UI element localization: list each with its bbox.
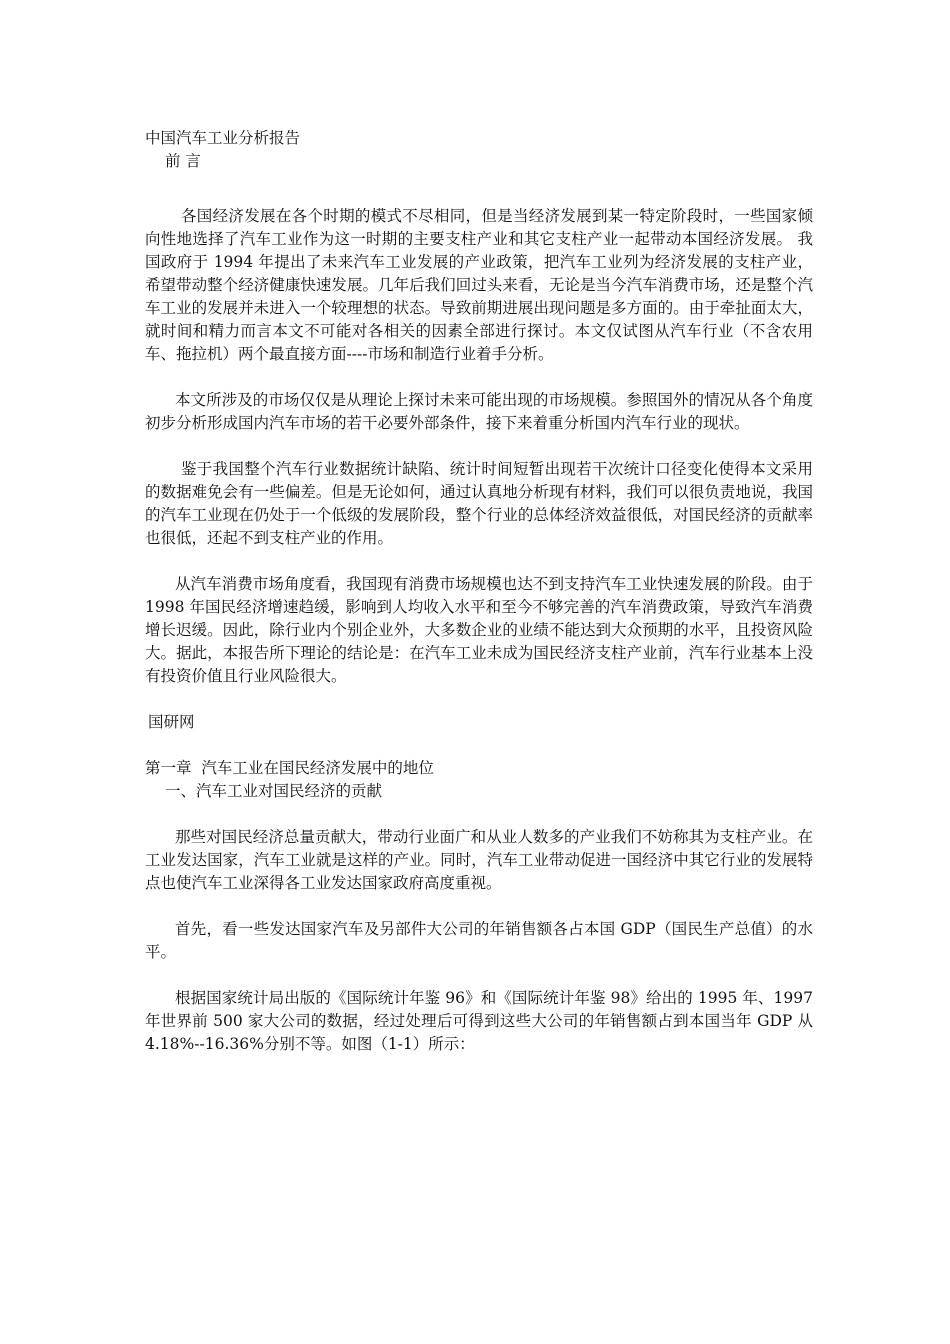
document-title: 中国汽车工业分析报告 <box>145 129 301 147</box>
paragraph: 鉴于我国整个汽车行业数据统计缺陷、统计时间短暂出现若干次统计口径变化使得本文采用的数据难免会有一些偏差。但是无论如何，通过认真地分析现有材料，我们可以很负责地说，我国的汽车工业现在仍处于一个低级的发展阶段，整个行业的总体经济效益很低，对国民经济的贡献率也很低，还起不到支柱产业的作用。 <box>145 460 813 547</box>
document-page <box>145 127 813 1056</box>
paragraph: 那些对国民经济总量贡献大，带动行业面广和从业人数多的产业我们不妨称其为支柱产业。在工业发达国家，汽车工业就是这样的产业。同时，汽车工业带动促进一国经济中其它行业的发展特点也使汽车工业深得各工业发达国家政府高度重视。 <box>145 828 813 892</box>
preface-heading: 前 言 <box>165 152 201 170</box>
section-heading: 一、汽车工业对国民经济的贡献 <box>165 782 383 800</box>
paragraph: 从汽车消费市场角度看，我国现有消费市场规模也达不到支持汽车工业快速发展的阶段。由于 1998 年国民经济增速趋缓，影响到人均收入水平和至今不够完善的汽车消费政策，导致汽车消费增长迟缓。因此，除行业内个别企业外，大多数企业的业绩不能达到大众预期的水平，且投资风险大。据此，本报告所下理论的结论是：在汽车工业未成为国民经济支柱产业前，汽车行业基本上没有投资价值且行业风险很大。 <box>145 575 813 685</box>
chapter-heading: 第一章 汽车工业在国民经济发展中的地位 <box>145 759 434 777</box>
paragraph: 根据国家统计局出版的《国际统计年鉴 96》和《国际统计年鉴 98》给出的 1995 年、1997 年世界前 500 家大公司的数据，经过处理后可得到这些大公司的年销售额占到本国当年 GDP 从 4.18%--16.36%分别不等。如图（1-1）所示： <box>145 989 813 1053</box>
paragraph: 本文所涉及的市场仅仅是从理论上探讨未来可能出现的市场规模。参照国外的情况从各个角度初步分析形成国内汽车市场的若干必要外部条件，接下来着重分析国内汽车行业的现状。 <box>145 391 813 432</box>
paragraph: 首先，看一些发达国家汽车及另部件大公司的年销售额各占本国 GDP（国民生产总值）的水平。 <box>145 920 813 961</box>
paragraph: 各国经济发展在各个时期的模式不尽相同，但是当经济发展到某一特定阶段时，一些国家倾向性地选择了汽车工业作为这一时期的主要支柱产业和其它支柱产业一起带动本国经济发展。 我国政府于 1994 年提出了未来汽车工业发展的产业政策，把汽车工业列为经济发展的支柱产业，希望带动整个经济健康快速发展。几年后我们回过头来看，无论是当今汽车消费市场，还是整个汽车工业的发展并未进入一个较理想的状态。导致前期进展出现问题是多方面的。由于牵扯面太大，就时间和精力而言本文不可能对各相关的因素全部进行探讨。本文仅试图从汽车行业（不含农用车、拖拉机）两个最直接方面----市场和制造行业着手分析。 <box>145 207 813 363</box>
source-label: 国研网 <box>148 713 195 731</box>
